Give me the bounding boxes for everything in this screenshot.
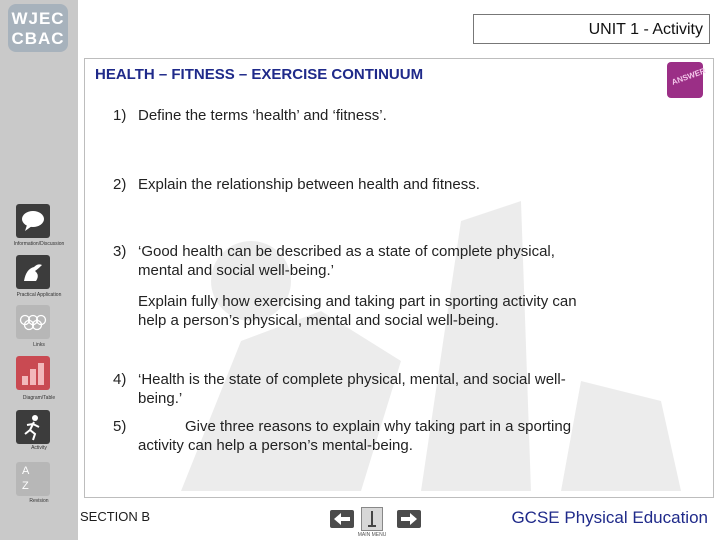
question-number: 2) <box>113 176 127 193</box>
sidebar-label-information: Information/Discussion <box>13 241 65 247</box>
sidebar-item-revision[interactable] <box>16 462 50 496</box>
unit-title-box <box>473 14 710 44</box>
question-number: 4) <box>113 371 127 388</box>
sidebar-item-practical[interactable] <box>16 255 50 289</box>
question-2 <box>113 175 673 195</box>
question-3b <box>113 292 673 332</box>
question-number: 3) <box>113 243 127 260</box>
question-3 <box>113 242 673 282</box>
sidebar-label-activity: Activity <box>31 445 47 451</box>
arrow-left-icon <box>330 510 354 528</box>
a-letter: A <box>22 465 30 477</box>
question-text: Explain the relationship between health and fitness. <box>138 176 480 193</box>
question-text-line-2: being.’ <box>138 390 183 407</box>
wjec-cbac-logo <box>8 4 68 52</box>
runner-icon <box>16 410 50 444</box>
previous-button[interactable] <box>330 510 354 528</box>
question-5 <box>113 417 673 457</box>
arrow-right-icon <box>397 510 421 528</box>
sidebar-item-activity[interactable] <box>16 410 50 444</box>
sidebar-item-diagram[interactable] <box>16 356 50 390</box>
question-text-line-2: help a person’s physical, mental and social well-being. <box>138 312 499 329</box>
z-letter: Z <box>22 480 29 492</box>
logo-line-2: CBAC <box>11 29 65 48</box>
main-menu-button[interactable] <box>361 507 383 531</box>
question-text-line-1: Give three reasons to explain why taking part in a sporting <box>185 418 572 435</box>
logo-line-1: WJEC <box>11 9 65 28</box>
answer-button[interactable] <box>667 62 707 98</box>
sidebar-label-practical: Practical Application <box>16 292 62 298</box>
brand-title: GCSE Physical Education <box>511 508 708 527</box>
question-text-line-1: ‘Health is the state of complete physical, mental, and social well- <box>138 371 566 388</box>
sidebar-item-links[interactable] <box>16 305 50 339</box>
sidebar <box>0 0 78 540</box>
question-number: 1) <box>113 107 127 124</box>
question-text-line-1: ‘Good health can be described as a state of complete physical, <box>138 243 555 260</box>
menu-pin-icon <box>362 508 382 530</box>
question-number: 5) <box>113 418 127 435</box>
sidebar-item-information[interactable] <box>16 204 50 238</box>
section-label: SECTION B <box>80 509 151 524</box>
page-heading: HEALTH – FITNESS – EXERCISE CONTINUUM <box>95 66 424 83</box>
question-1 <box>113 106 673 126</box>
olympic-rings-icon <box>16 305 50 339</box>
sidebar-label-revision: Revision <box>29 498 49 504</box>
question-4 <box>113 370 673 410</box>
question-text-line-2: mental and social well-being.’ <box>138 262 334 279</box>
question-text-line-2: activity can help a person’s mental-being. <box>138 437 413 454</box>
main-menu-label: MAIN MENU <box>357 532 387 538</box>
sidebar-label-diagram: Diagram/Table <box>22 395 56 401</box>
next-button[interactable] <box>397 510 421 528</box>
answer-label: ANSWER <box>670 66 707 87</box>
sidebar-label-links: Links <box>33 342 45 348</box>
flexed-arm-icon <box>16 255 50 289</box>
bar-chart-icon <box>16 356 50 390</box>
speech-bubble-icon <box>16 204 50 238</box>
unit-title: UNIT 1 - Activity <box>588 21 703 38</box>
question-text-line-1: Explain fully how exercising and taking part in sporting activity can <box>138 293 577 310</box>
question-text: Define the terms ‘health’ and ‘fitness’. <box>138 107 387 124</box>
